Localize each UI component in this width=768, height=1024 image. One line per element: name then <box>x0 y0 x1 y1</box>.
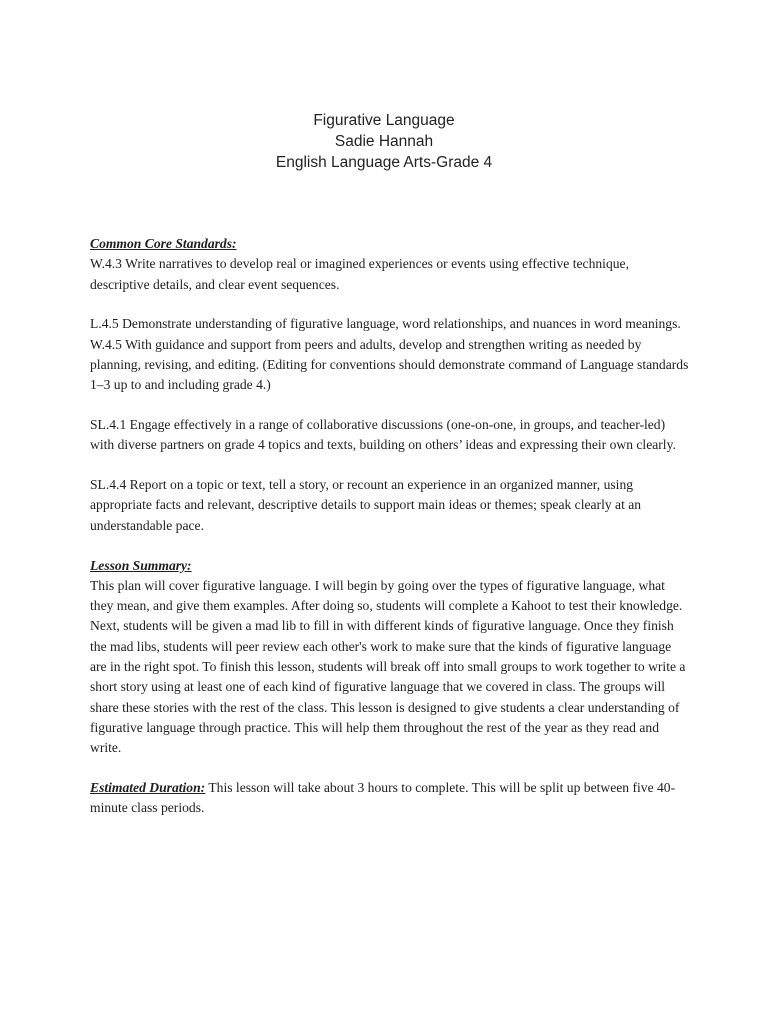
standard-sl41: SL.4.1 Engage effectively in a range of collaborative discussions (one-on-one, in groups, and teacher-led) with diverse partners on grade 4 topics and texts, building on others’ ideas and expressing their own clearly. <box>90 417 676 453</box>
duration-heading: Estimated Duration: <box>90 780 206 796</box>
course-name: English Language Arts-Grade 4 <box>275 154 493 171</box>
standard-sl44: SL.4.4 Report on a topic or text, tell a story, or recount an experience in an organized manner, using appropriate facts and relevant, descriptive details to support main ideas or themes; speak clearly at an understandable pace. <box>90 477 642 533</box>
document-title: Figurative Language <box>313 112 455 129</box>
document-body <box>90 234 690 819</box>
author-name: Sadie Hannah <box>334 133 434 150</box>
standards-heading: Common Core Standards: <box>90 236 237 251</box>
summary-text: This plan will cover figurative language. I will begin by going over the types of figurative language, what they mean, and give them examples. After doing so, students will complete a Kahoot to test their knowledge. Next, students will be given a mad lib to fill in with different kinds of figurative language. Once they finish the mad libs, students will peer review each other's work to make sure that the kinds of figurative language are in the right spot. To finish this lesson, students will break off into small groups to work together to write a short story using at least one of each kind of figurative language that we covered in class. The groups will share these stories with the rest of the class. This lesson is designed to give students a clear understanding of figurative language through practice. This will help them throughout the rest of the year as they read and write. <box>90 577 686 756</box>
document-header <box>0 110 768 173</box>
standard-l45: L.4.5 Demonstrate understanding of figurative language, word relationships, and nuances in word meanings. <box>90 316 681 332</box>
duration-paragraph <box>90 778 690 819</box>
standard-w43: W.4.3 Write narratives to develop real or imagined experiences or events using effective technique, descriptive details, and clear event sequences. <box>90 256 629 292</box>
duration-text: This lesson will take about 3 hours to complete. This will be split up between five 40-minute class periods. <box>90 780 676 816</box>
standard-w45: W.4.5 With guidance and support from peers and adults, develop and strengthen writing as needed by planning, revising, and editing. (Editing for conventions should demonstrate command of Language standards 1–3 up to and including grade 4.) <box>90 336 689 393</box>
summary-heading: Lesson Summary: <box>90 557 192 573</box>
